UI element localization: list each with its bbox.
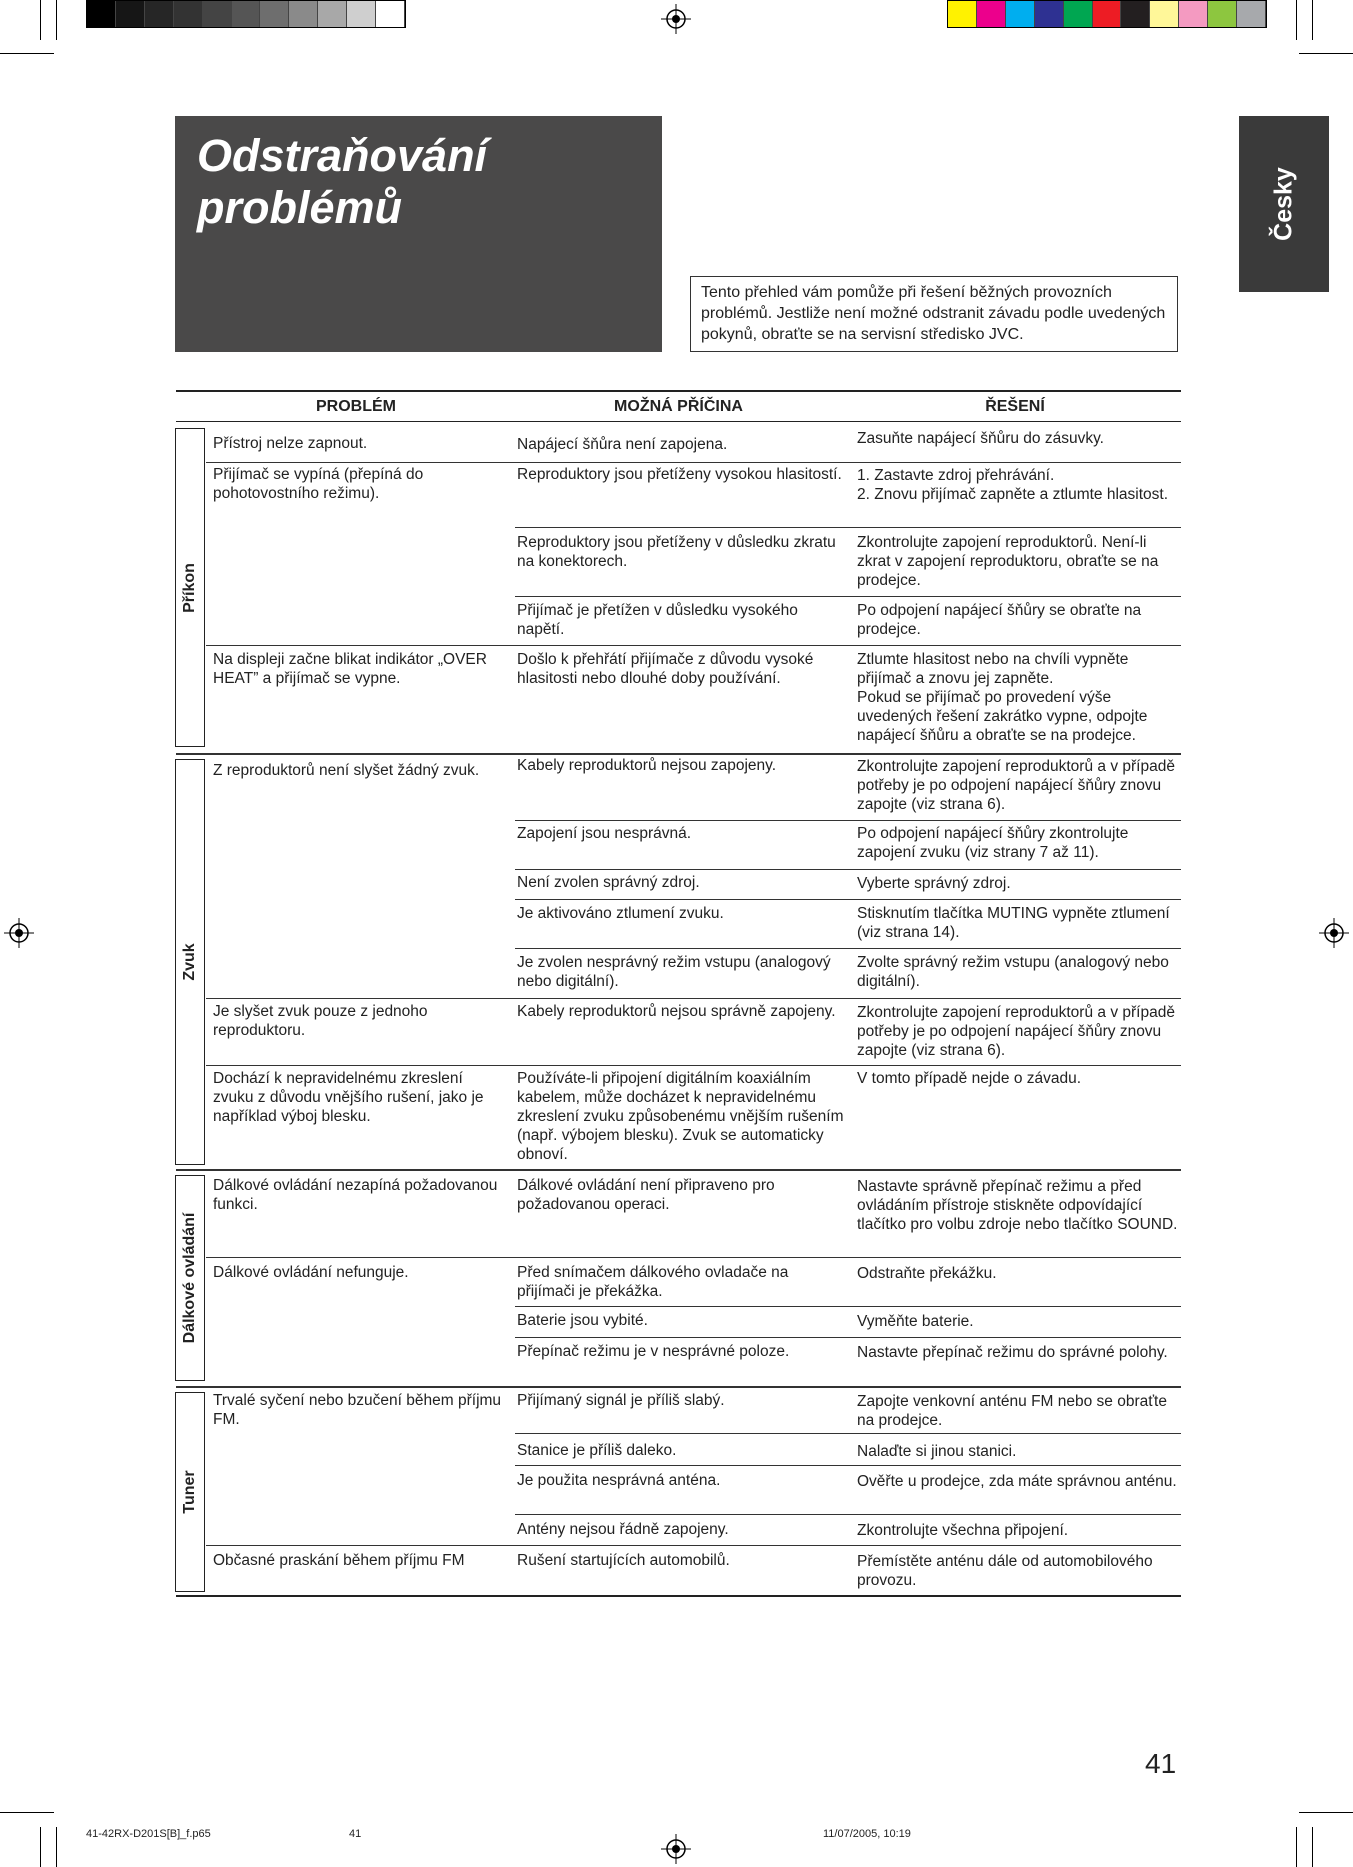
solution-cell: Zkontrolujte všechna připojení. [857, 1522, 1069, 1539]
title-banner [175, 116, 662, 352]
cause-cell: Kabely reproduktorů nejsou zapojeny. [517, 757, 777, 774]
problem-cell: Dálkové ovládání nezapíná požadovanou funkci. [213, 1177, 498, 1213]
crop-mark [56, 1827, 57, 1867]
solution-cell [857, 650, 1182, 745]
row-separator [515, 899, 1181, 900]
calibration-swatch [318, 1, 347, 27]
gray-calibration-bar [86, 0, 406, 28]
cause-cell: Baterie jsou vybité. [517, 1312, 648, 1329]
registration-mark-icon [4, 918, 34, 948]
table-bottom-rule [176, 1595, 1181, 1597]
solution-cell: Zkontrolujte zapojení reproduktorů a v případě potřeby je po odpojení napájecí šňůry znovu zapojte (viz strana 6). [857, 1004, 1175, 1059]
solution-cell: Vyměňte baterie. [857, 1313, 974, 1330]
solution-cell: Odstraňte překážku. [857, 1265, 997, 1282]
solution-cell: Přemístěte anténu dále od automobilového provozu. [857, 1553, 1153, 1589]
table-top-rule [176, 390, 1181, 392]
crop-mark [1296, 1827, 1297, 1867]
row-separator [206, 1545, 1181, 1546]
solution-cell: Ověřte u prodejce, zda máte správnou anténu. [857, 1473, 1177, 1490]
problem-cell: Přístroj nelze zapnout. [213, 435, 368, 452]
problem-cell: Z reproduktorů není slyšet žádný zvuk. [213, 762, 480, 779]
solution-step: 1. Zastavte zdroj přehrávání. [857, 467, 1055, 484]
section-power: Příkon [175, 428, 205, 747]
solution-cell: V tomto případě nejde o závadu. [857, 1070, 1082, 1087]
solution-cell: Zvolte správný režim vstupu (analogový nebo digitální). [857, 954, 1169, 990]
language-tab [1239, 116, 1329, 292]
calibration-swatch [1035, 1, 1064, 27]
calibration-swatch [260, 1, 289, 27]
row-separator [515, 948, 1181, 949]
cause-cell: Antény nejsou řádně zapojeny. [517, 1521, 729, 1538]
cause-cell: Rušení startujících automobilů. [517, 1552, 730, 1569]
problem-cell: Přijímač se vypíná (přepíná do pohotovostního režimu). [213, 466, 424, 502]
footer-page: 41 [349, 1828, 362, 1840]
section-tuner: Tuner [175, 1392, 205, 1592]
solution-cell: Zkontrolujte zapojení reproduktorů a v případě potřeby je po odpojení napájecí šňůry znovu zapojte (viz strana 6). [857, 758, 1175, 813]
crop-mark [1296, 0, 1297, 40]
crop-mark [1312, 1827, 1313, 1867]
crop-mark [0, 1812, 54, 1813]
calibration-swatch [145, 1, 174, 27]
problem-cell: Dochází k nepravidelnému zkreslení zvuku z důvodu vnějšího rušení, jako je například výboj blesku. [213, 1070, 484, 1125]
language-label: Česky [1269, 167, 1298, 241]
solution-cell: Zasuňte napájecí šňůru do zásuvky. [857, 430, 1104, 447]
solution-cell: Vyberte správný zdroj. [857, 875, 1011, 892]
calibration-swatch [1179, 1, 1208, 27]
section-sound: Zvuk [175, 759, 205, 1165]
solution-cell [857, 466, 1182, 504]
row-separator [515, 1514, 1181, 1515]
row-separator [206, 1065, 1181, 1066]
problem-cell: Trvalé syčení nebo bzučení během příjmu FM. [213, 1392, 502, 1428]
cause-cell: Kabely reproduktorů nejsou správně zapojeny. [517, 1003, 836, 1020]
calibration-swatch [1150, 1, 1179, 27]
footer-filename: 41-42RX-D201S[B]_f.p65 [86, 1828, 211, 1840]
row-separator [515, 820, 1181, 821]
page-number: 41 [1145, 1748, 1177, 1779]
problem-cell: Je slyšet zvuk pouze z jednoho reproduktoru. [213, 1003, 428, 1039]
calibration-swatch [116, 1, 145, 27]
page-title: Odstraňování problémů [197, 130, 488, 233]
cause-cell: Je použita nesprávná anténa. [517, 1472, 721, 1489]
cause-cell: Reproduktory jsou přetíženy v důsledku zkratu na konektorech. [517, 534, 836, 570]
header-cause: MOŽNÁ PŘÍČINA [614, 398, 743, 415]
color-calibration-bar [947, 0, 1267, 28]
footer-datetime: 11/07/2005, 10:19 [823, 1828, 911, 1840]
row-separator [206, 462, 1181, 463]
calibration-swatch [232, 1, 261, 27]
solution-cell: Nastavte správně přepínač režimu a před ovládáním přístroje stiskněte odpovídající tlačítko pro volbu zdroje nebo tlačítko SOUND. [857, 1178, 1178, 1233]
row-separator [515, 869, 1181, 870]
registration-mark-icon [661, 1834, 691, 1864]
calibration-swatch [1006, 1, 1035, 27]
section-separator [176, 1169, 1181, 1171]
calibration-swatch [977, 1, 1006, 27]
cause-cell: Před snímačem dálkového ovladače na přijímači je překážka. [517, 1264, 789, 1300]
crop-mark [40, 1827, 41, 1867]
calibration-swatch [1121, 1, 1150, 27]
section-separator [176, 1386, 1181, 1388]
section-separator [176, 753, 1181, 755]
section-remote: Dálkové ovládání [175, 1175, 205, 1381]
solution-cell: Nastavte přepínač režimu do správné polohy. [857, 1344, 1168, 1361]
problem-cell: Dálkové ovládání nefunguje. [213, 1264, 409, 1281]
calibration-swatch [1093, 1, 1122, 27]
row-separator [515, 596, 1181, 597]
calibration-swatch [87, 1, 116, 27]
cause-cell: Používáte-li připojení digitálním koaxiálním kabelem, může docházet k nepravidelnému zkreslení zvuku způsobenému vnějším rušením (např. výbojem blesku). Zvuk se automaticky obnoví. [517, 1070, 844, 1163]
row-separator [515, 1465, 1181, 1466]
calibration-swatch [1064, 1, 1093, 27]
solution-step: 2. Znovu přijímač zapněte a ztlumte hlasitost. [857, 486, 1169, 503]
intro-text: Tento přehled vám pomůže při řešení běžných provozních problémů. Jestliže není možné odstranit závadu podle uvedených pokynů, obraťte se na servisní středisko JVC. [690, 276, 1178, 352]
cause-cell: Je aktivováno ztlumení zvuku. [517, 905, 724, 922]
calibration-swatch [174, 1, 203, 27]
problem-cell: Na displeji začne blikat indikátor „OVER HEAT” a přijímač se vypne. [213, 651, 487, 687]
solution-paragraph: Ztlumte hlasitost nebo na chvíli vypněte přijímač a znovu jej zapněte. [857, 651, 1129, 687]
crop-mark [1299, 53, 1353, 54]
calibration-swatch [347, 1, 376, 27]
solution-cell: Nalaďte si jinou stanici. [857, 1443, 1017, 1460]
cause-cell: Dálkové ovládání není připraveno pro požadovanou operaci. [517, 1177, 775, 1213]
solution-cell: Po odpojení napájecí šňůry zkontrolujte zapojení zvuku (viz strany 7 až 11). [857, 825, 1129, 861]
cause-cell: Přijímač je přetížen v důsledku vysokého napětí. [517, 602, 798, 638]
solution-paragraph: Pokud se přijímač po provedení výše uvedených řešení zakrátko vypne, odpojte napájecí šňůru a obraťte se na prodejce. [857, 689, 1148, 744]
cause-cell: Přepínač režimu je v nesprávné poloze. [517, 1343, 790, 1360]
header-solution: ŘEŠENÍ [985, 398, 1045, 415]
calibration-swatch [376, 1, 405, 27]
cause-cell: Napájecí šňůra není zapojena. [517, 436, 728, 453]
row-separator [515, 1337, 1181, 1338]
crop-mark [1299, 1812, 1353, 1813]
solution-cell: Po odpojení napájecí šňůry se obraťte na prodejce. [857, 602, 1142, 638]
calibration-swatch [203, 1, 232, 27]
solution-cell: Zapojte venkovní anténu FM nebo se obraťte na prodejce. [857, 1393, 1167, 1429]
row-separator [206, 1257, 1181, 1258]
calibration-swatch [1237, 1, 1266, 27]
cause-cell: Zapojení jsou nesprávná. [517, 825, 692, 842]
cause-cell: Reproduktory jsou přetíženy vysokou hlasitostí. [517, 466, 842, 483]
row-separator [515, 1306, 1181, 1307]
cause-cell: Došlo k přehřátí přijímače z důvodu vysoké hlasitosti nebo dlouhé doby používání. [517, 651, 814, 687]
solution-cell: Zkontrolujte zapojení reproduktorů. Není-li zkrat v zapojení reproduktoru, obraťte se na prodejce. [857, 534, 1159, 589]
registration-mark-icon [661, 4, 691, 34]
cause-cell: Není zvolen správný zdroj. [517, 874, 700, 891]
crop-mark [56, 0, 57, 40]
crop-mark [0, 53, 54, 54]
cause-cell: Stanice je příliš daleko. [517, 1442, 677, 1459]
solution-cell: Stisknutím tlačítka MUTING vypněte ztlumení (viz strana 14). [857, 905, 1170, 941]
row-separator [515, 1433, 1181, 1434]
cause-cell: Je zvolen nesprávný režim vstupu (analogový nebo digitální). [517, 954, 831, 990]
row-separator [206, 645, 1181, 646]
header-rule [176, 421, 1181, 422]
registration-mark-icon [1319, 918, 1349, 948]
calibration-swatch [289, 1, 318, 27]
row-separator [515, 527, 1181, 528]
calibration-swatch [1208, 1, 1237, 27]
crop-mark [40, 0, 41, 40]
problem-cell: Občasné praskání během příjmu FM [213, 1552, 465, 1569]
row-separator [206, 998, 1181, 999]
cause-cell: Přijímaný signál je příliš slabý. [517, 1392, 725, 1409]
calibration-swatch [948, 1, 977, 27]
crop-mark [1312, 0, 1313, 40]
header-problem: PROBLÉM [316, 398, 396, 415]
